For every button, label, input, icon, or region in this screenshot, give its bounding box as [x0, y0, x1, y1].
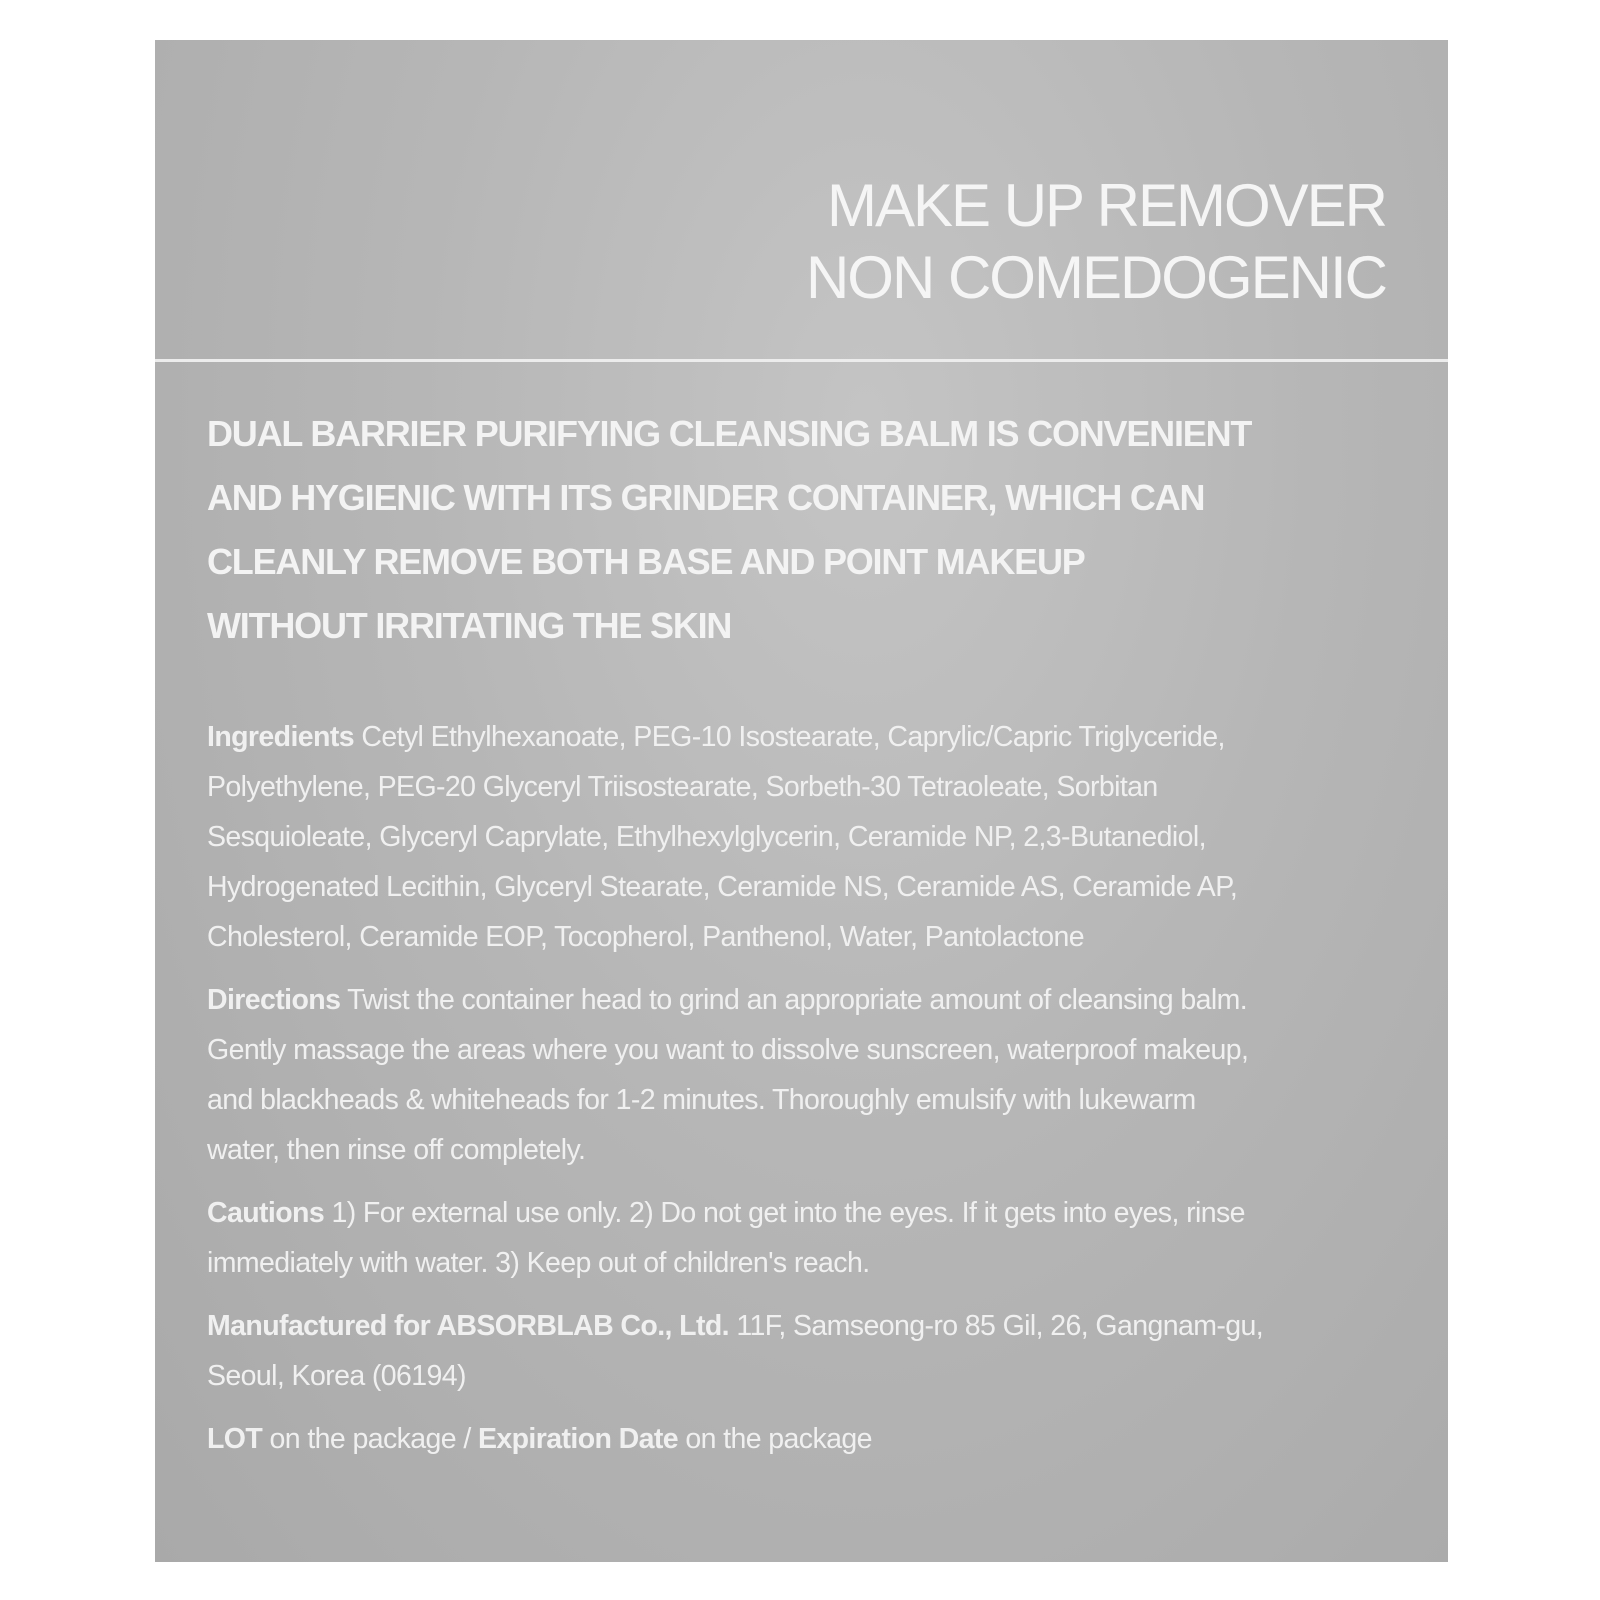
cautions-text: 1) For external use only. 2) Do not get into the eyes. If it gets into eyes, rinse: [324, 1197, 1245, 1229]
ingredients-line: [207, 712, 1397, 762]
ingredients-line: Sesquioleate, Glyceryl Caprylate, Ethylhexylglycerin, Ceramide NP, 2,3-Butanediol,: [207, 821, 1206, 853]
ingredients-label: Ingredients: [207, 721, 355, 753]
product-title-line-1: MAKE UP REMOVER: [826, 172, 1386, 239]
description-line: AND HYGIENIC WITH ITS GRINDER CONTAINER, WHICH CAN: [207, 477, 1205, 518]
product-title: [806, 170, 1386, 314]
cautions-line: [207, 1188, 1397, 1238]
lot-section: [207, 1414, 1397, 1464]
manufacturer-address: 11F, Samseong-ro 85 Gil, 26, Gangnam-gu,: [729, 1310, 1264, 1342]
expiration-label: Expiration Date: [477, 1423, 679, 1455]
cautions-label: Cautions: [207, 1197, 325, 1229]
product-back-panel: [155, 40, 1448, 1562]
directions-section: [207, 975, 1397, 1175]
directions-label: Directions: [207, 984, 341, 1016]
expiration-text: on the package: [678, 1423, 872, 1455]
product-title-line-2: NON COMEDOGENIC: [805, 244, 1386, 311]
directions-line: Gently massage the areas where you want to dissolve sunscreen, waterproof makeup,: [207, 1034, 1249, 1066]
description-line: DUAL BARRIER PURIFYING CLEANSING BALM IS CONVENIENT: [207, 413, 1252, 454]
cautions-line: immediately with water. 3) Keep out of children's reach.: [207, 1247, 870, 1279]
lot-text: on the package /: [262, 1423, 478, 1455]
manufacturer-line: [207, 1301, 1397, 1351]
manufacturer-line: Seoul, Korea (06194): [207, 1360, 466, 1392]
lot-line: [207, 1414, 1397, 1464]
product-description: [207, 402, 1397, 658]
cautions-section: [207, 1188, 1397, 1288]
header-divider: [155, 359, 1448, 362]
directions-text: Twist the container head to grind an appropriate amount of cleansing balm.: [340, 984, 1248, 1016]
label-content: [207, 402, 1397, 1464]
ingredients-line: Hydrogenated Lecithin, Glyceryl Stearate, Ceramide NS, Ceramide AS, Ceramide AP,: [207, 871, 1238, 903]
ingredients-section: [207, 712, 1397, 962]
ingredients-line: Polyethylene, PEG-20 Glyceryl Triisostearate, Sorbeth-30 Tetraoleate, Sorbitan: [207, 771, 1158, 803]
description-line: WITHOUT IRRITATING THE SKIN: [207, 605, 732, 646]
ingredients-line: Cholesterol, Ceramide EOP, Tocopherol, Panthenol, Water, Pantolactone: [207, 921, 1084, 953]
lot-label: LOT: [207, 1423, 263, 1455]
ingredients-text: Cetyl Ethylhexanoate, PEG-10 Isostearate, Caprylic/Capric Triglyceride,: [354, 721, 1225, 753]
description-line: CLEANLY REMOVE BOTH BASE AND POINT MAKEUP: [207, 541, 1085, 582]
directions-line: and blackheads & whiteheads for 1-2 minutes. Thoroughly emulsify with lukewarm: [207, 1084, 1196, 1116]
manufacturer-label: Manufactured for ABSORBLAB Co., Ltd.: [207, 1310, 729, 1342]
directions-line: [207, 975, 1397, 1025]
manufacturer-section: [207, 1301, 1397, 1401]
header-area: [155, 40, 1448, 358]
directions-line: water, then rinse off completely.: [207, 1134, 586, 1166]
